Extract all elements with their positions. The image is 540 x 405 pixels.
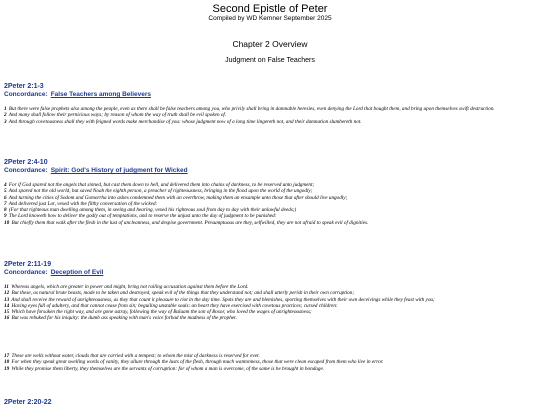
verse-list: [4, 284, 536, 322]
verse-number: 10: [4, 219, 10, 226]
verse-text: (For that righteous man dwelling among them, in seeing and hearing, vexed his righteous soul from day to day with their unlawful deeds;): [8, 207, 297, 214]
verse-number: 9: [4, 213, 7, 220]
verse-text: For if God spared not the angels that sinned, but cast them down to hell, and delivered them into chains of darkness, to be reserved unto judgment;: [8, 182, 315, 188]
document-title: Second Epistle of Peter: [212, 3, 328, 15]
verse-number: 6: [4, 194, 7, 201]
verse-number: 17: [4, 353, 10, 359]
compiled-by-line: Compiled by WD Kemner September 2025: [208, 15, 332, 22]
verse-number: 4: [4, 182, 7, 188]
concordance-link[interactable]: False Teachers among Believers: [50, 91, 152, 98]
verse-text: Having eyes full of adultery, and that cannot cease from sin; beguiling unstable souls: an heart they have exercised with covetous practices; cursed children:: [11, 302, 338, 309]
verse-number: 15: [4, 309, 10, 316]
verse: [4, 315, 536, 321]
verse-text: Whereas angels, which are greater in power and might, bring not railing accusation against them before the Lord.: [11, 284, 249, 290]
verse-text: And many shall follow their pernicious ways; by reason of whom the way of truth shall be evil spoken of.: [8, 112, 227, 119]
section-reference: 2Peter 2:11-19: [4, 261, 52, 268]
concordance-link[interactable]: Deception of Evil: [50, 269, 104, 276]
verse-number: 7: [4, 200, 7, 207]
concordance-label: Concordance:: [4, 269, 48, 276]
concordance-line: [4, 91, 151, 99]
concordance-link[interactable]: Spirit: God's History of judgment for Wicked: [50, 167, 188, 174]
verse-number: 14: [4, 302, 10, 309]
verse-text: And turning the cities of Sodom and Gomorrha into ashes condemned them with an overthrow, making them an ensample unto those that after should live ungodly;: [8, 194, 348, 201]
concordance-line: [4, 269, 103, 277]
verse-text: The Lord knoweth how to deliver the godly out of temptations, and to reserve the unjust unto the day of judgment to be punished:: [8, 213, 277, 220]
concordance-label: Concordance:: [4, 167, 48, 174]
verse-number: 11: [4, 284, 9, 290]
verse-text: And through covetousness shall they with feigned words make merchandise of you: whose judgment now of a long time lingereth not, and their damnation slumbereth not.: [8, 118, 362, 125]
verse: [4, 119, 536, 125]
section-reference: 2Peter 2:20-22: [4, 399, 52, 405]
verse-text: And shall receive the reward of unrighteousness, as they that count it pleasure to riot in the day time. Spots they are and blemishes, sporting themselves with their own deceivings while they feast with you;: [11, 296, 435, 303]
verse-number: 18: [4, 359, 10, 366]
verse-text: While they promise them liberty, they themselves are the servants of corruption: for of whom a man is overcome, of the same is he brought in bondage.: [11, 365, 325, 372]
section-reference: 2Peter 2:1-3: [4, 83, 44, 90]
verse-list: [4, 353, 536, 372]
verse-text: And spared not the old world, but saved Noah the eighth person, a preacher of righteousness, bringing in the flood upon the world of the ungodly;: [8, 188, 313, 195]
verse-number: 13: [4, 296, 10, 303]
verse-list: [4, 106, 536, 125]
verse-list: [4, 182, 536, 226]
verse-number: 16: [4, 315, 10, 322]
concordance-line: [4, 167, 188, 175]
verse-text: Which have forsaken the right way, and are gone astray, following the way of Balaam the son of Bosor, who loved the wages of unrighteousness;: [11, 309, 312, 316]
concordance-label: Concordance:: [4, 91, 48, 98]
verse: [4, 366, 536, 372]
verse-number: 19: [4, 365, 10, 372]
verse-number: 8: [4, 207, 7, 214]
verse-text: And delivered just Lot, vexed with the filthy conversation of the wicked:: [8, 200, 158, 207]
verse-text: But chiefly them that walk after the flesh in the lust of uncleanness, and despise government. Presumptuous are they, selfwilled, they are not afraid to speak evil of dignities.: [11, 219, 369, 226]
verse-number: 2: [4, 112, 7, 119]
verse: [4, 220, 536, 226]
chapter-subtitle: Judgment on False Teachers: [225, 57, 315, 64]
verse-text: But these, as natural brute beasts, made to be taken and destroyed, speak evil of the things that they understand not; and shall utterly perish in their own corruption;: [11, 290, 355, 297]
verse-text: For when they speak great swelling words of vanity, they allure through the lusts of the flesh, through much wantonness, those that were clean escaped from them who live in error.: [11, 359, 384, 366]
verse-number: 5: [4, 188, 7, 195]
verse-text: But there were false prophets also among the people, even as there shall be false teachers among you, who privily shall bring in damnable heresies, even denying the Lord that bought them, and bring upon themselves swift destruction.: [8, 106, 495, 112]
section-reference: 2Peter 2:4-10: [4, 159, 48, 166]
verse-text: But was rebuked for his iniquity: the dumb ass speaking with man's voice forbad the madness of the prophet.: [11, 315, 237, 322]
verse-text: These are wells without water, clouds that are carried with a tempest; to whom the mist of darkness is reserved for ever.: [11, 353, 260, 359]
chapter-heading: Chapter 2 Overview: [232, 39, 308, 49]
verse-number: 1: [4, 106, 7, 112]
verse-number: 3: [4, 118, 7, 125]
verse-number: 12: [4, 290, 10, 297]
